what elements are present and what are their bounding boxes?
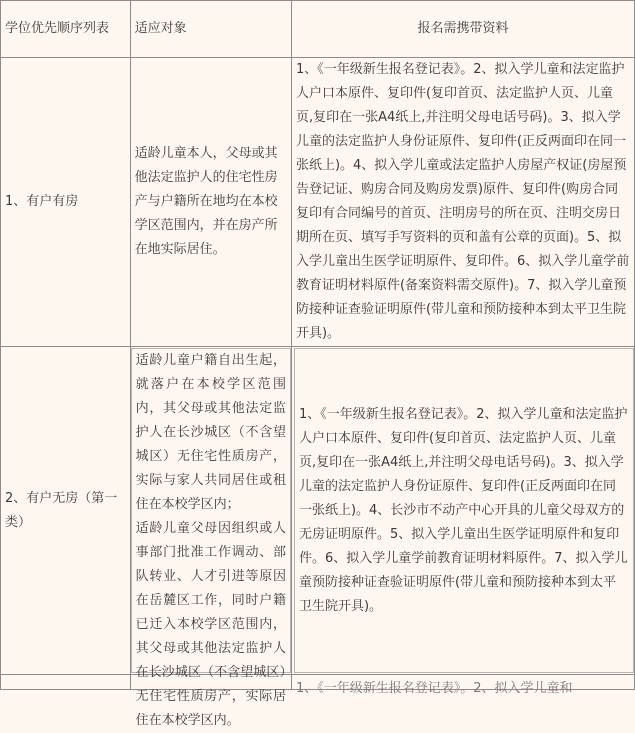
row2-materials-box	[294, 348, 634, 673]
row1-priority: 1、有户有房	[1, 58, 131, 347]
header-target: 适应对象	[130, 1, 291, 58]
header-materials: 报名需携带资料	[291, 1, 634, 58]
table-row	[1, 675, 635, 690]
row2-target-box	[131, 348, 291, 728]
header-priority: 学位优先顺序列表	[1, 1, 131, 58]
row2-materials	[291, 347, 634, 675]
row3-priority	[1, 675, 131, 690]
row2-materials-text: 1、《一年级新生报名登记表》。2、拟入学儿童和法定监护人户口本原件、复印件(复印首页、法定监护人页、儿童页,复印在一张A4纸上,并注明父母电话号码)。3、拟入学儿童的法定监护人身份证原件、复印件(正反两面印在同一张纸上)。4、长沙市不动产中心开具的儿童父母双方的无房证明原件。5、拟入学儿童出生医学证明原件和复印件。6、拟入学儿童学前教育证明材料原件。7、拟入学儿童预防接种证查验证明原件(带儿童和预防接种本到太平卫生院开具)。	[298, 406, 628, 614]
row3-materials-partial: 1、《一年级新生报名登记表》。2、拟入学儿童和	[295, 681, 573, 696]
row3-materials	[291, 675, 634, 696]
table-row	[1, 58, 635, 347]
table-header-row	[1, 1, 635, 58]
row1-materials: 1、《一年级新生报名登记表》。2、拟入学儿童和法定监护人户口本原件、复印件(复印首页、法定监护人页、儿童页,复印在一张A4纸上,并注明父母电话号码)。3、拟入学儿童的法定监护人身份证原件、复印件(正反两面印在同一张纸上)。4、拟入学儿童或法定监护人房屋产权证(房屋预告登记证、购房合同及购房发票)原件、复印件(购房合同复印有合同编号的首页、注明房号的所在页、注明交房日期所在页、填写手写资料的页和盖有公章的页面)。5、拟入学儿童出生医学证明原件、复印件。6、拟入学儿童学前教育证明材料原件(备案资料需交原件)。7、拟入学儿童预防接种证查验证明原件(带儿童和预防接种本到太平卫生院开具)。	[291, 58, 634, 347]
row2-target-condition-b: 适龄儿童父母因组织或人事部门批准工作调动、部队转业、人才引进等原因在岳麓区工作，同时户籍已迁入本校学区范围内，其父母或其他法定监护人在长沙城区（不含望城区）无住宅性质房产，实际居住在本校学区内。	[135, 521, 286, 728]
row1-target: 适龄儿童本人，父母或其他法定监护人的住宅性房产与户籍所在地均在本校学区范围内，并在房产所在地实际居住。	[130, 58, 291, 347]
table-row	[1, 347, 635, 675]
row2-target	[130, 347, 291, 728]
row2-priority: 2、有户无房（第一类）	[1, 347, 131, 675]
row2-target-condition-a: 适龄儿童户籍自出生起，就落户在本校学区范围内，其父母或其他法定监护人在长沙城区（不含望城区）无住宅性质房产，实际与家人共同居住或租住在本校学区内；	[135, 353, 286, 512]
